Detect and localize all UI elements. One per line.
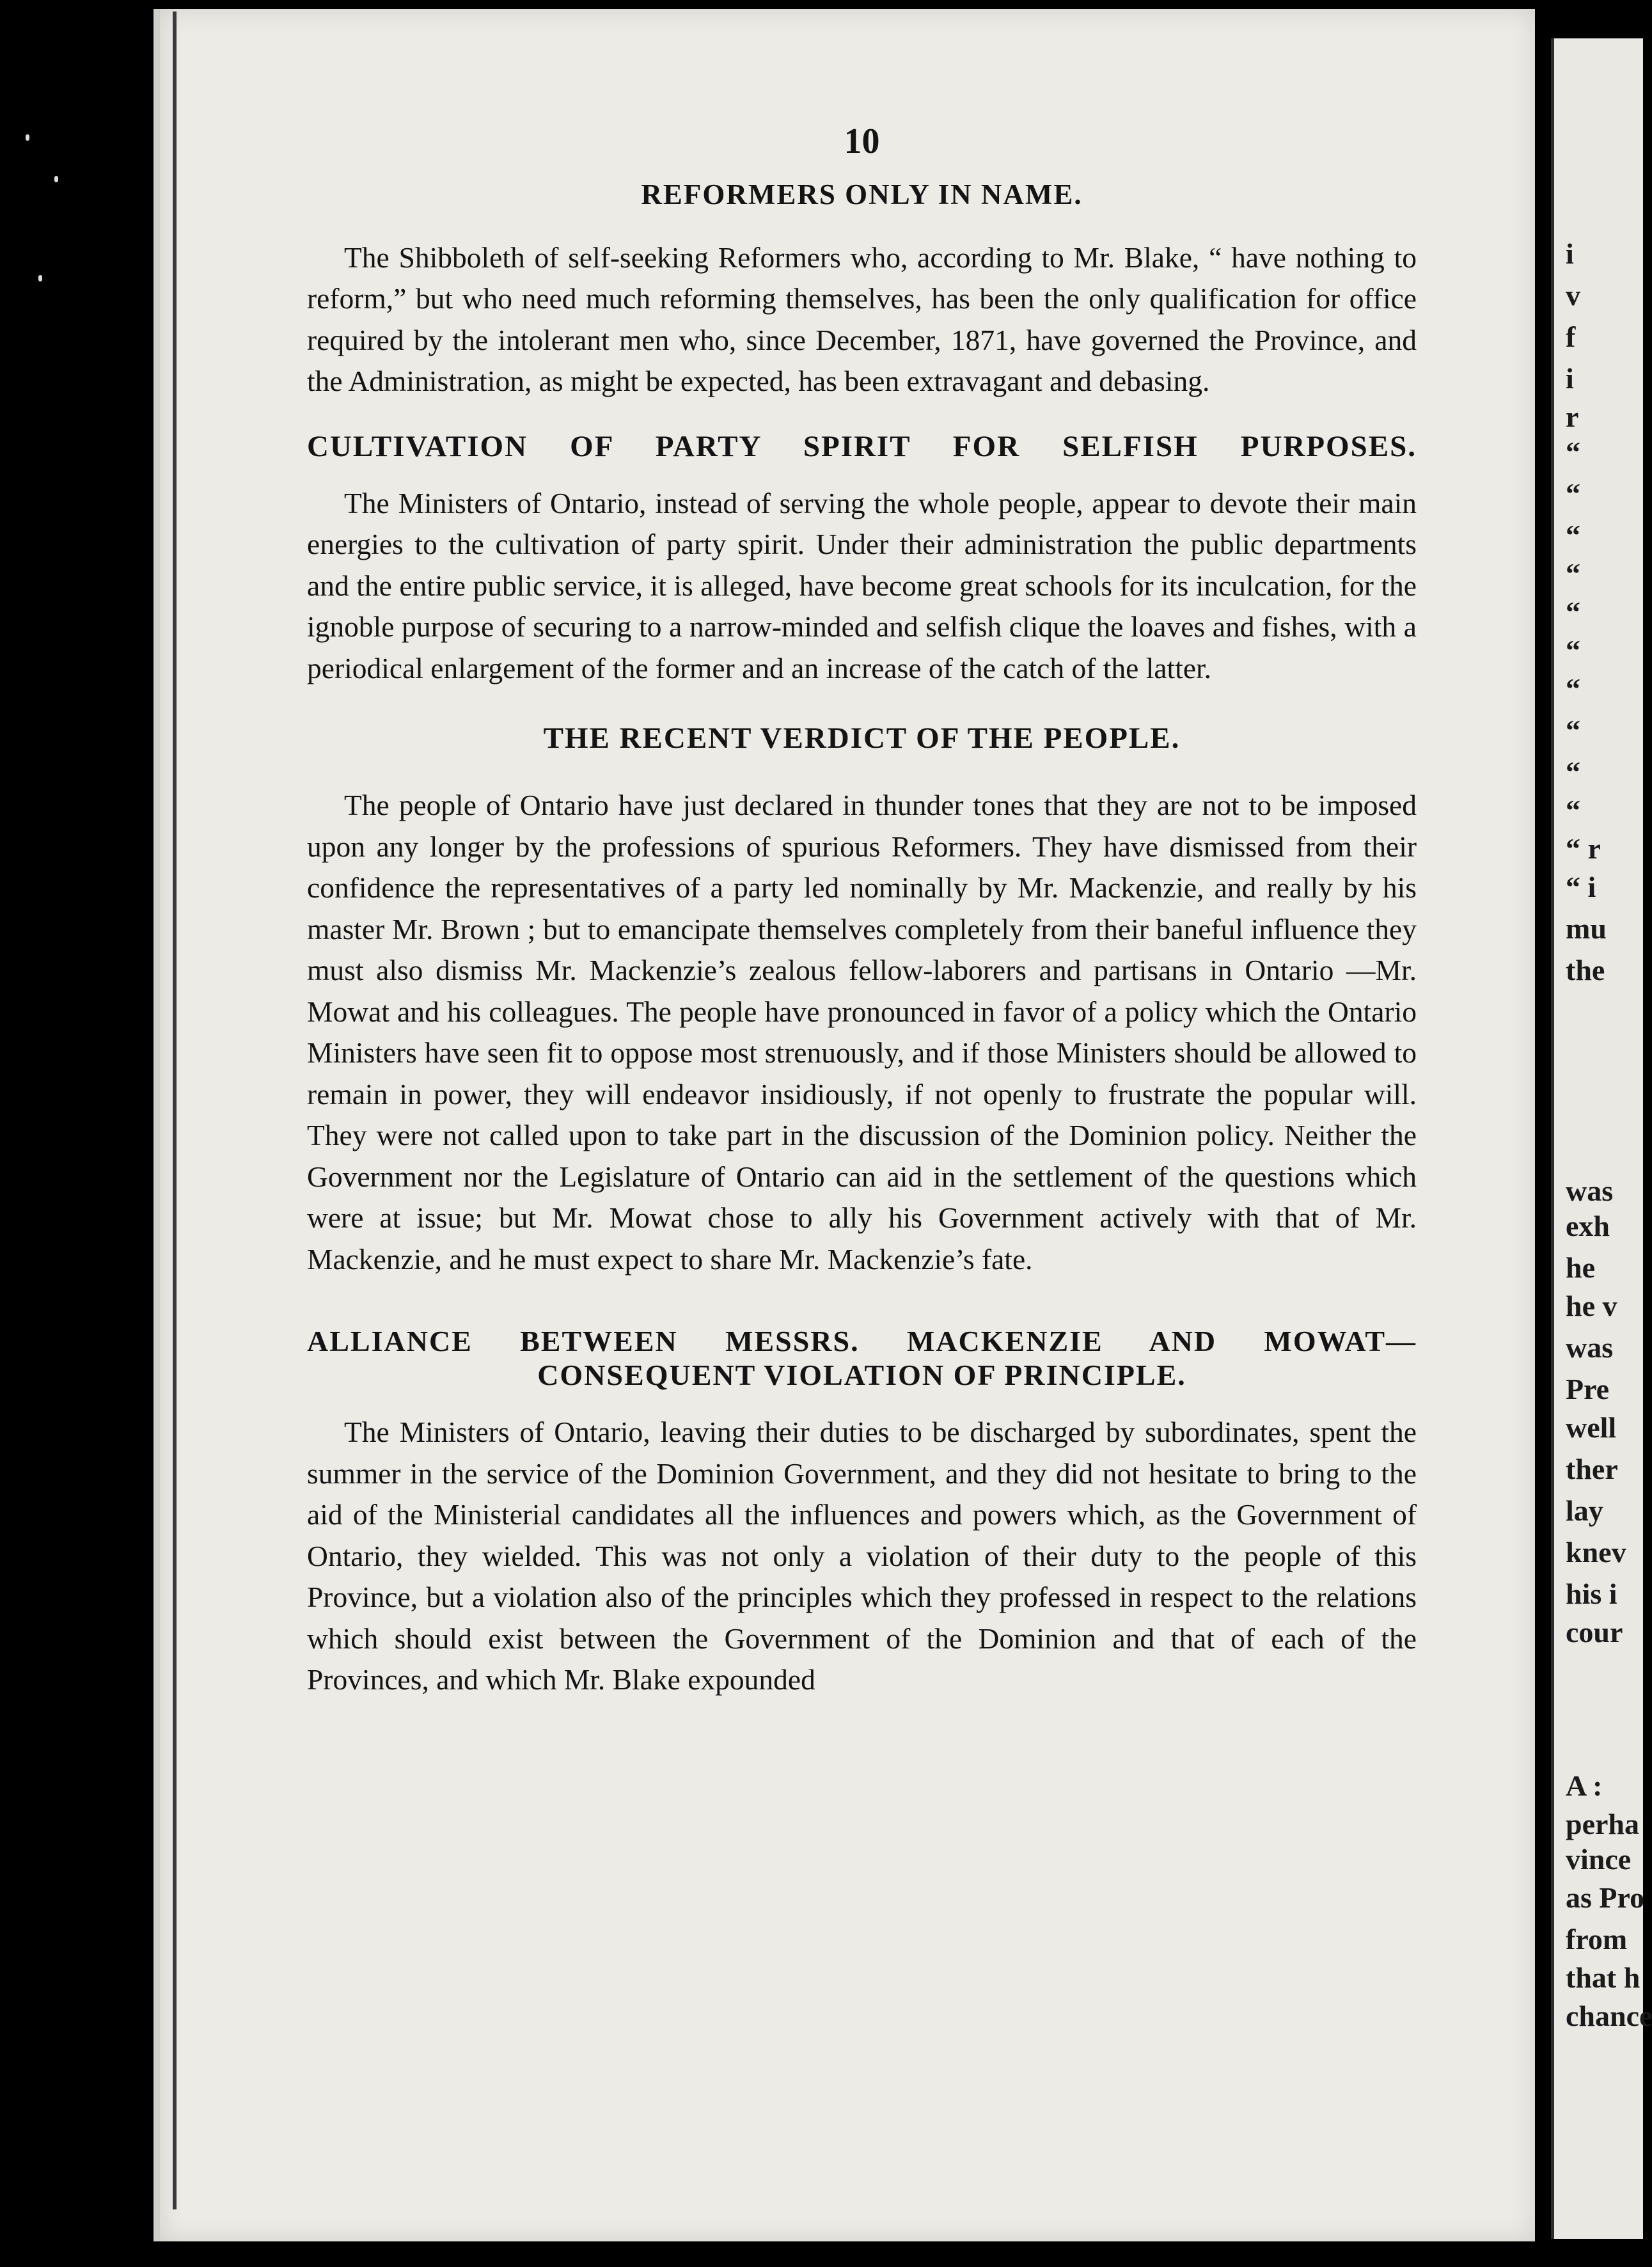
adjacent-page-text: “ [1566, 519, 1580, 551]
adjacent-page-text: i [1566, 237, 1574, 270]
adjacent-page-text: he v [1566, 1290, 1617, 1322]
adjacent-page-text: “ [1566, 436, 1580, 468]
section-body-reformers: The Shibboleth of self-seeking Reformers who, according to Mr. Blake, “ have nothing to reform,” but who need much reforming themselves, has been the only qualification for office required by the intolerant men who, since December, 1871, have governed the Province, and the Administration, as might be expected, has been extravagant and debasing. [307, 241, 1417, 398]
adjacent-page-text: cour [1566, 1616, 1623, 1648]
adjacent-page-text: “ r [1566, 832, 1601, 865]
adjacent-page-text: from [1566, 1923, 1628, 1955]
section-body-verdict: The people of Ontario have just declared in thunder tones that they are not to be imposed upon any longer by the professions of spurious Reformers. They have dismissed from their confidence the representatives of a party led nominally by Mr. Mackenzie, and really by his master Mr. Brown ; but to emancipate themselves completely from their baneful influence they must also dismiss Mr. Mackenzie’s zealous fellow-laborers and partisans in Ontario —Mr. Mowat and his colleagues. The people have pronounced in favor of a policy which the Ontario Ministers have seen fit to oppose most strenuously, and if those Ministers should be allowed to remain in power, they will endeavor insidiously, if not openly to frustrate the popular will. They were not called upon to take part in the discussion of the Dominion policy. Neither the Government nor the Legislature of Ontario can aid in the settlement of the questions which were at issue; but Mr. Mowat chose to ally his Government actively with that of Mr. Mackenzie, and he must expect to share Mr. Mackenzie’s fate. [307, 789, 1417, 1276]
scan-speck [26, 134, 29, 141]
adjacent-page-text: r [1566, 400, 1579, 433]
section-heading-reformers: REFORMERS ONLY IN NAME. [641, 178, 1083, 210]
adjacent-page-text: A : [1566, 1769, 1603, 1802]
section-heading-alliance [307, 1325, 1417, 1393]
adjacent-page-text: perha [1566, 1808, 1639, 1840]
book-page [153, 9, 1535, 2241]
adjacent-page-text: mu [1566, 912, 1607, 945]
adjacent-page-text: “ [1566, 596, 1580, 628]
adjacent-page-text: lay [1566, 1494, 1603, 1527]
adjacent-page-text: “ [1566, 755, 1580, 788]
adjacent-page-text: vince [1566, 1843, 1632, 1876]
adjacent-page-text: was [1566, 1174, 1614, 1207]
adjacent-page-text: f [1566, 320, 1576, 353]
section-body-party-spirit: The Ministers of Ontario, instead of serving the whole people, appear to devote their main energies to the cultivation of party spirit. Under their administration the public departments and the entire public service, it is alleged, have become great schools for its inculcation, for the ignoble purpose of securing to a narrow-minded and selfish clique the loaves and fishes, with a periodical enlargement of the former and an increase of the catch of the latter. [307, 486, 1417, 684]
adjacent-page-text: was [1566, 1331, 1614, 1364]
adjacent-page-text: knev [1566, 1536, 1626, 1568]
adjacent-page-text: v [1566, 279, 1580, 312]
adjacent-page-text: that h [1566, 1961, 1640, 1994]
adjacent-page-text: chance [1566, 2000, 1652, 2032]
adjacent-page-text: exh [1566, 1210, 1610, 1242]
adjacent-page-text: “ [1566, 557, 1580, 590]
adjacent-page-text: his i [1566, 1577, 1617, 1610]
adjacent-page-text: “ [1566, 714, 1580, 746]
adjacent-page-text: he [1566, 1251, 1595, 1284]
page-number: 10 [844, 122, 880, 161]
section-body-alliance: The Ministers of Ontario, leaving their duties to be discharged by subordinates, spent the summer in the service of the Dominion Government, and they did not hesitate to bring to the aid of the Ministerial candidates all the influences and powers which, as the Government of Ontario, they wielded. This was not only a violation of their duty to the people of this Province, but a violation also of the principles which they professed in respect to the relations which should exist between the Government of the Dominion and that of each of the Provinces, and which Mr. Blake expounded [307, 1416, 1417, 1696]
adjacent-page-text: the [1566, 954, 1605, 986]
section-heading-alliance-line2: CONSEQUENT VIOLATION OF PRINCIPLE. [537, 1359, 1186, 1392]
adjacent-page-text: ther [1566, 1453, 1618, 1485]
section-heading-verdict: THE RECENT VERDICT OF THE PEOPLE. [543, 722, 1181, 755]
adjacent-page-text: “ [1566, 794, 1580, 826]
adjacent-page-text: “ i [1566, 871, 1596, 903]
adjacent-page-text: as Pro [1566, 1881, 1645, 1914]
adjacent-page-text: Pre [1566, 1373, 1610, 1405]
adjacent-page-text: “ [1566, 672, 1580, 705]
section-heading-party-spirit: CULTIVATION OF PARTY SPIRIT FOR SELFISH PURPOSES. [307, 429, 1417, 463]
adjacent-page-text: “ [1566, 477, 1580, 510]
adjacent-page-text: well [1566, 1411, 1617, 1444]
adjacent-page-text: “ [1566, 634, 1580, 667]
adjacent-page-fragment [1551, 38, 1652, 2239]
scan-speck [54, 176, 58, 182]
adjacent-page-text: i [1566, 362, 1574, 395]
page-content [307, 121, 1417, 1701]
section-heading-alliance-line1: ALLIANCE BETWEEN MESSRS. MACKENZIE AND MOWAT— [307, 1325, 1417, 1358]
scan-speck [38, 275, 42, 281]
